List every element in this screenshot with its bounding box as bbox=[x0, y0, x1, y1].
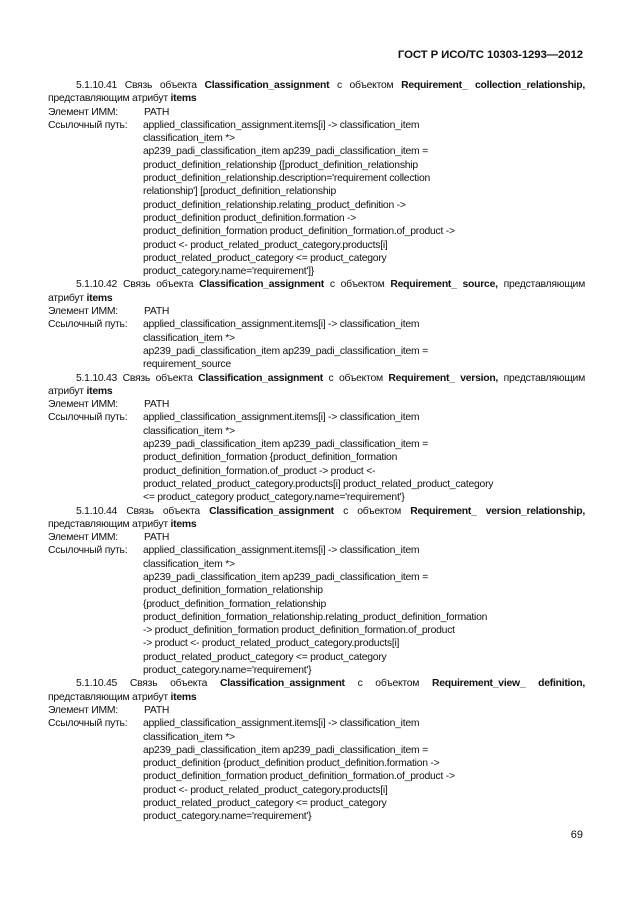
reference-path-label: Ссылочный путь: bbox=[48, 545, 128, 557]
clause-text: представляющим атрибут bbox=[48, 518, 168, 530]
path-line: classification_item *> bbox=[143, 133, 235, 145]
path-line: product_definition {product_definition product_definition.formation -> bbox=[143, 758, 440, 770]
path-line: product_definition_formation {product_definition_formation bbox=[143, 452, 398, 464]
clause-5-1-10-45 bbox=[48, 677, 585, 823]
reference-path-row bbox=[48, 318, 585, 331]
element-row bbox=[48, 704, 585, 717]
path-line: product_related_product_category <= product_category bbox=[143, 651, 387, 663]
attribute-name: items bbox=[170, 93, 197, 105]
path-line: applied_classification_assignment.items[i] -> classification_item bbox=[143, 412, 420, 424]
path-line: ap239_padi_classification_item ap239_padi_classification_item = bbox=[143, 744, 428, 756]
path-line: product_definition_relationship.description='requirement collection bbox=[143, 173, 431, 185]
clause-5-1-10-44 bbox=[48, 505, 585, 678]
path-line: -> product_definition_formation product_definition_formation.of_product bbox=[143, 625, 455, 637]
target-entity: Requirement_view_ definition, bbox=[432, 678, 586, 690]
reference-path-continuation bbox=[143, 132, 585, 278]
path-line: product_related_product_category <= product_category bbox=[143, 798, 387, 810]
path-line: ap239_padi_classification_item ap239_padi_classification_item = bbox=[143, 571, 428, 583]
clause-text: Связь объекта bbox=[129, 678, 208, 690]
path-line: product_category.name='requirement'} bbox=[143, 811, 312, 823]
element-row bbox=[48, 398, 585, 411]
clause-number: 5.1.10.42 bbox=[76, 279, 118, 291]
path-line: product_definition_formation product_definition_formation.of_product -> bbox=[143, 226, 455, 238]
clause-text: Связь объекта bbox=[124, 80, 197, 91]
reference-path-label: Ссылочный путь: bbox=[48, 412, 128, 424]
document-body bbox=[48, 79, 585, 824]
element-value: PATH bbox=[144, 532, 170, 544]
reference-path-label: Ссылочный путь: bbox=[48, 119, 128, 131]
clause-text: представляющим атрибут bbox=[48, 372, 586, 397]
path-line: applied_classification_assignment.items[i] -> classification_item bbox=[143, 545, 420, 557]
clause-5-1-10-42 bbox=[48, 278, 585, 371]
path-line: applied_classification_assignment.items[i] -> classification_item bbox=[143, 119, 420, 131]
path-line: product <- product_related_product_category.products[i] bbox=[143, 784, 388, 796]
element-row bbox=[48, 305, 585, 318]
element-label: Элемент ИММ: bbox=[48, 704, 118, 716]
clause-number: 5.1.10.45 bbox=[76, 678, 118, 690]
reference-path-label: Ссылочный путь: bbox=[48, 718, 128, 730]
path-line: classification_item *> bbox=[143, 731, 235, 743]
path-line: classification_item *> bbox=[143, 558, 235, 570]
attribute-name: items bbox=[170, 518, 197, 530]
reference-path-row bbox=[48, 411, 585, 424]
source-entity: Classification_assignment bbox=[204, 80, 330, 91]
target-entity: Requirement_ version_relationship, bbox=[410, 505, 585, 517]
clause-text: Связь объекта bbox=[126, 505, 200, 517]
element-value: PATH bbox=[144, 399, 170, 411]
target-entity: Requirement_ collection_relationship, bbox=[401, 80, 586, 91]
document-header: ГОСТ Р ИСО/ТС 10303-1293—2012 bbox=[397, 49, 583, 61]
source-entity: Classification_assignment bbox=[209, 505, 334, 517]
clause-text: с объектом bbox=[336, 80, 394, 91]
element-value: PATH bbox=[144, 106, 170, 118]
path-line: product_definition_formation product_definition_formation.of_product -> bbox=[143, 771, 455, 783]
element-value: PATH bbox=[144, 306, 170, 318]
path-line: product_category.name='requirement']} bbox=[143, 266, 314, 278]
element-label: Элемент ИММ: bbox=[48, 106, 118, 118]
path-line: product_category.name='requirement'} bbox=[143, 665, 312, 677]
reference-path-continuation bbox=[143, 332, 585, 372]
path-line: {product_definition_formation_relationship bbox=[143, 598, 327, 610]
clause-heading bbox=[48, 372, 585, 399]
clause-heading bbox=[48, 677, 585, 704]
clause-number: 5.1.10.44 bbox=[76, 505, 118, 517]
path-line: product <- product_related_product_category.products[i] bbox=[143, 239, 388, 251]
path-line: product_definition_formation_relationship bbox=[143, 585, 323, 597]
clause-text: с объектом bbox=[357, 678, 420, 690]
reference-path-continuation bbox=[143, 425, 585, 505]
source-entity: Classification_assignment bbox=[199, 279, 324, 291]
path-line: <= product_category product_category.name='requirement'} bbox=[143, 492, 405, 504]
path-line: requirement_source bbox=[143, 359, 231, 371]
path-line: applied_classification_assignment.items[i] -> classification_item bbox=[143, 319, 420, 331]
path-line: ap239_padi_classification_item ap239_padi_classification_item = bbox=[143, 439, 428, 451]
clause-text: Связь объекта bbox=[122, 372, 193, 384]
clause-5-1-10-43 bbox=[48, 372, 585, 505]
clause-number: 5.1.10.43 bbox=[76, 372, 118, 384]
path-line: product_definition_formation.of_product -> product <- bbox=[143, 465, 376, 477]
source-entity: Classification_assignment bbox=[219, 678, 345, 690]
element-row bbox=[48, 531, 585, 544]
path-line: product_related_product_category <= product_category bbox=[143, 252, 387, 264]
path-line: classification_item *> bbox=[143, 332, 235, 344]
element-label: Элемент ИММ: bbox=[48, 306, 118, 318]
path-line: ap239_padi_classification_item ap239_padi_classification_item = bbox=[143, 345, 428, 357]
path-line: ap239_padi_classification_item ap239_padi_classification_item = bbox=[143, 146, 428, 158]
reference-path-row bbox=[48, 717, 585, 730]
path-line: product_definition product_definition.formation -> bbox=[143, 212, 357, 224]
path-line: product_definition_relationship.relating_product_definition -> bbox=[143, 199, 406, 211]
attribute-name: items bbox=[86, 292, 113, 304]
path-line: product_definition_formation_relationship.relating_product_definition_formation bbox=[143, 611, 488, 623]
path-line: relationship'] [product_definition_relationship bbox=[143, 186, 336, 198]
target-entity: Requirement_ source, bbox=[390, 279, 498, 291]
attribute-name: items bbox=[86, 385, 113, 397]
reference-path-continuation bbox=[143, 731, 585, 824]
element-label: Элемент ИММ: bbox=[48, 399, 118, 411]
attribute-name: items bbox=[170, 691, 197, 703]
clause-5-1-10-41 bbox=[48, 79, 585, 278]
clause-text: представляющим атрибут bbox=[48, 691, 168, 703]
clause-text: с объектом bbox=[343, 505, 402, 517]
reference-path-continuation bbox=[143, 558, 585, 678]
clause-number: 5.1.10.41 bbox=[76, 80, 118, 91]
clause-text: представляющим атрибут bbox=[48, 93, 168, 105]
clause-text: с объектом bbox=[328, 372, 383, 384]
path-line: -> product <- product_related_product_category.products[i] bbox=[143, 638, 400, 650]
reference-path-row bbox=[48, 119, 585, 132]
element-row bbox=[48, 106, 585, 119]
clause-heading bbox=[48, 505, 585, 532]
page-number: 69 bbox=[570, 829, 583, 841]
clause-text: с объектом bbox=[329, 279, 385, 291]
element-value: PATH bbox=[144, 704, 170, 716]
element-label: Элемент ИММ: bbox=[48, 532, 118, 544]
source-entity: Classification_assignment bbox=[198, 372, 323, 384]
target-entity: Requirement_ version, bbox=[388, 372, 499, 384]
clause-text: представляющим атрибут bbox=[48, 279, 585, 304]
path-line: applied_classification_assignment.items[i] -> classification_item bbox=[143, 718, 420, 730]
clause-heading bbox=[48, 79, 585, 106]
reference-path-row bbox=[48, 544, 585, 557]
reference-path-label: Ссылочный путь: bbox=[48, 319, 128, 331]
clause-text: Связь объекта bbox=[122, 279, 194, 291]
path-line: product_definition_relationship {[product_definition_relationship bbox=[143, 159, 418, 171]
path-line: classification_item *> bbox=[143, 425, 235, 437]
path-line: product_related_product_category.products[i] product_related_product_category bbox=[143, 478, 494, 490]
clause-heading bbox=[48, 278, 585, 305]
